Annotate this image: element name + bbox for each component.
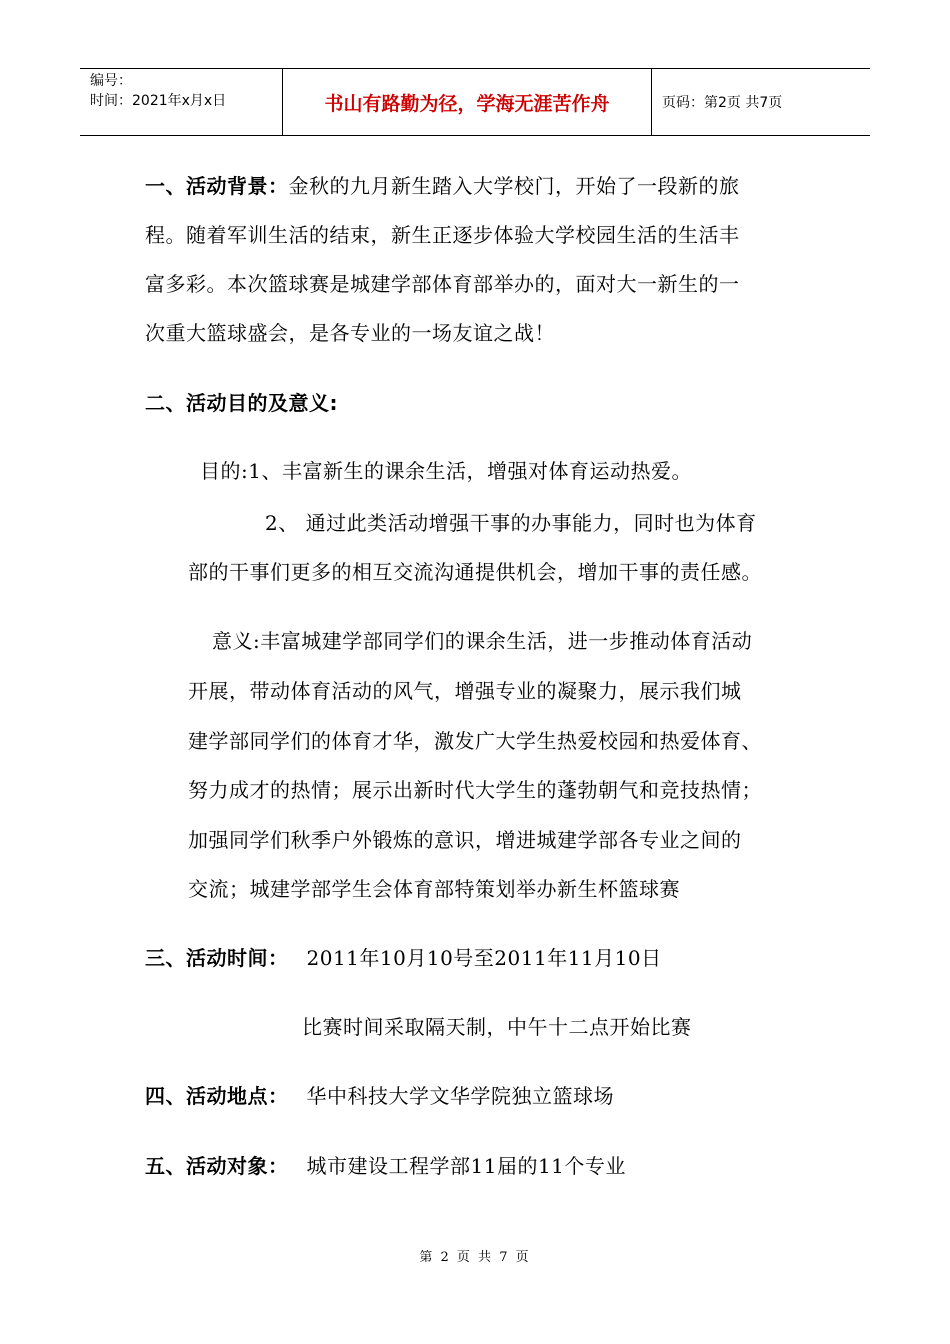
section-5-text: 城市建设工程学部11届的11个专业 — [306, 1154, 626, 1178]
section-3-text: 2011年10月10号至2011年11月10日 — [306, 946, 662, 970]
section-2-goal-2-line-2: 部的干事们更多的相互交流沟通提供机会，增加干事的责任感。 — [188, 560, 762, 584]
section-1-line-3: 富多彩。本次篮球赛是城建学部体育部举办的，面对大一新生的一 — [145, 272, 740, 296]
section-4-line — [145, 1082, 614, 1110]
section-3-note: 比赛时间采取隔天制，中午十二点开始比赛 — [302, 1015, 692, 1039]
section-1-text: 金秋的九月新生踏入大学校门，开始了一段新的旅 — [288, 174, 740, 198]
section-5-line — [145, 1152, 626, 1180]
date-label: 时间：2021年x月x日 — [90, 93, 227, 109]
section-3-heading: 三、活动时间： — [145, 946, 289, 970]
section-2-meaning-line-5: 加强同学们秋季户外锻炼的意识，增进城建学部各专业之间的 — [188, 828, 742, 852]
section-4-text: 华中科技大学文华学院独立篮球场 — [306, 1084, 614, 1108]
section-2-meaning-line-1: 意义:丰富城建学部同学们的课余生活，进一步推动体育活动 — [212, 629, 753, 653]
section-2-heading: 二、活动目的及意义: — [145, 391, 338, 415]
section-1-line-2: 程。随着军训生活的结束，新生正逐步体验大学校园生活的生活丰 — [145, 223, 740, 247]
section-2-meaning-line-3: 建学部同学们的体育才华，激发广大学生热爱校园和热爱体育、 — [188, 729, 762, 753]
section-2-meaning-line-6: 交流；城建学部学生会体育部特策划举办新生杯篮球赛 — [188, 877, 680, 901]
section-1-line-1 — [145, 172, 740, 200]
section-2-meaning-line-4: 努力成才的热情；展示出新时代大学生的蓬勃朝气和竞技热情； — [188, 778, 762, 802]
section-3-line — [145, 944, 662, 972]
page-footer: 第 2 页 共 7 页 — [419, 1250, 531, 1265]
section-1-line-4: 次重大篮球盛会，是各专业的一场友谊之战！ — [145, 321, 555, 345]
number-label: 编号： — [90, 73, 132, 89]
section-2-meaning-line-2: 开展，带动体育活动的风气，增强专业的凝聚力，展示我们城 — [188, 679, 742, 703]
header-motto: 书山有路勤为径，学海无涯苦作舟 — [282, 69, 652, 135]
header-page-info: 页码：第2页 共7页 — [662, 95, 783, 111]
section-5-heading: 五、活动对象： — [145, 1154, 289, 1178]
section-2-goal-2-line-1: 2、 通过此类活动增强干事的办事能力，同时也为体育 — [265, 511, 757, 535]
section-2-goal-1: 目的:1、丰富新生的课余生活，增强对体育运动热爱。 — [200, 459, 692, 483]
page-header — [80, 68, 870, 136]
header-meta — [80, 69, 282, 135]
section-4-heading: 四、活动地点： — [145, 1084, 289, 1108]
section-1-heading: 一、活动背景： — [145, 174, 289, 198]
